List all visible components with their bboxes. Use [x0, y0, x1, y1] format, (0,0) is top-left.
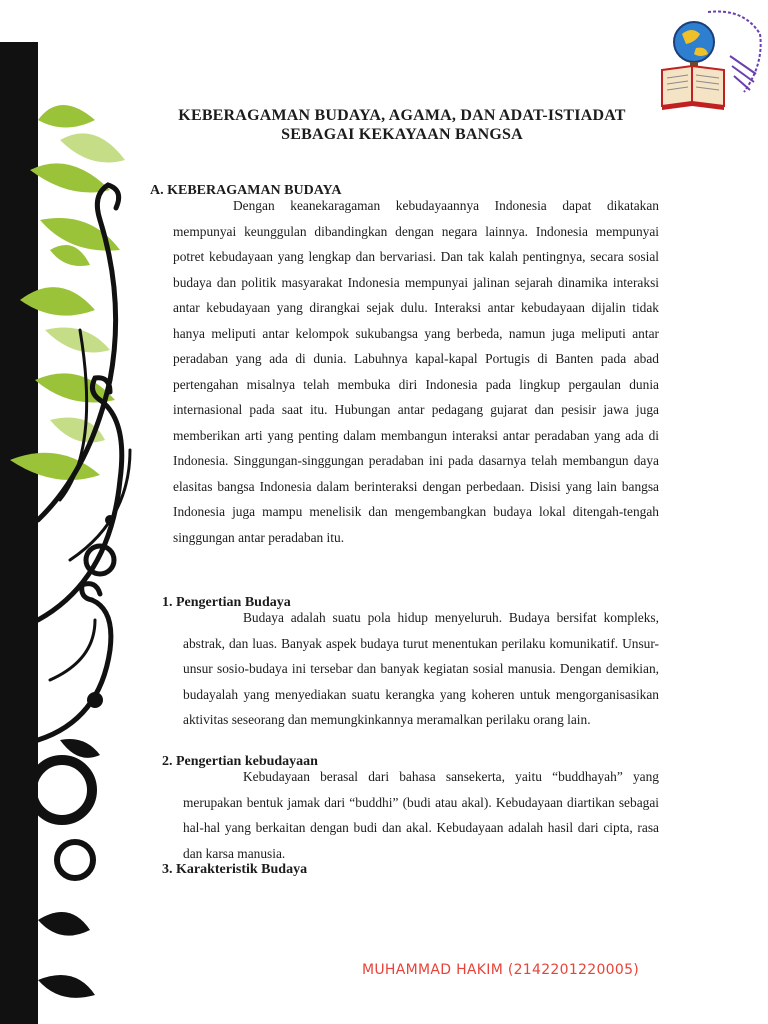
author-footer: MUHAMMAD HAKIM (2142201220005) — [362, 962, 640, 978]
floral-swirl-decoration — [0, 0, 160, 1024]
section-a-paragraph: Dengan keanekaragaman kebudayaannya Indonesia dapat dikatakan mempunyai keunggulan dibandingkan dengan negara lainnya. Indonesia mempunyai potret kebudayaan yang lengkap dan bervariasi. Dan tak kalah pentingnya, secara sosial budaya dan politik masyarakat Indonesia mempunyai jalinan sejarah dinamika interaksi antar kebudayaan yang dirangkai sejak dulu. Interaksi antar kebudayaan dijalin tidak hanya meliputi antar kelompok sukubangsa yang berbeda, namun juga meliputi antar peradaban yang ada di dunia. Labuhnya kapal-kapal Portugis di Banten pada abad pertengahan misalnya telah membuka diri Indonesia pada lingkup pergaulan dunia internasional pada saat itu. Hubungan antar pedagang gujarat dan pesisir jawa juga memberikan arti yang penting dalam membangun interaksi antar peradaban yang ada di Indonesia. Singgungan-singgungan peradaban ini pada dasarnya telah membangun daya elasitas bangsa Indonesia dalam berinteraksi dengan perbedaan. Disisi yang lain bangsa Indonesia juga mampu menelisik dan mengembangkan budaya lokal ditengah-tengah singgungan antar peradaban itu. — [173, 198, 659, 545]
document-title-line1: KEBERAGAMAN BUDAYA, AGAMA, DAN ADAT-ISTIADAT — [178, 107, 626, 124]
document-title-line2: SEBAGAI KEKAYAAN BANGSA — [281, 126, 523, 143]
item-1-heading: 1. Pengertian Budaya — [162, 595, 291, 610]
item-1-paragraph: Budaya adalah suatu pola hidup menyeluruh. Budaya bersifat kompleks, abstrak, dan luas. Banyak aspek budaya turut menentukan perilaku komunikatif. Unsur-unsur sosio-budaya ini tersebar dan banyak kegiatan sosial manusia. Dengan demikian, budayalah yang menyediakan suatu kerangka yang koheren untuk mengorganisasikan aktivitas seseorang dan memungkinkannya meramalkan perilaku orang lain. — [183, 610, 659, 727]
item-3-heading: 3. Karakteristik Budaya — [162, 862, 308, 877]
item-2-paragraph: Kebudayaan berasal dari bahasa sansekerta, yaitu “buddhayah” yang merupakan bentuk jamak dari “buddhi” (budi atau akal). Kebudayaan diartikan sebagai hal-hal yang berkaitan dengan budi dan akal. Kebudayaan adalah hasil dari cipta, rasa dan karsa manusia. — [183, 769, 659, 861]
globe-book-logo-icon — [652, 4, 764, 116]
item-2-heading: 2. Pengertian kebudayaan — [162, 754, 318, 769]
section-a-heading: A. KEBERAGAMAN BUDAYA — [150, 183, 342, 198]
